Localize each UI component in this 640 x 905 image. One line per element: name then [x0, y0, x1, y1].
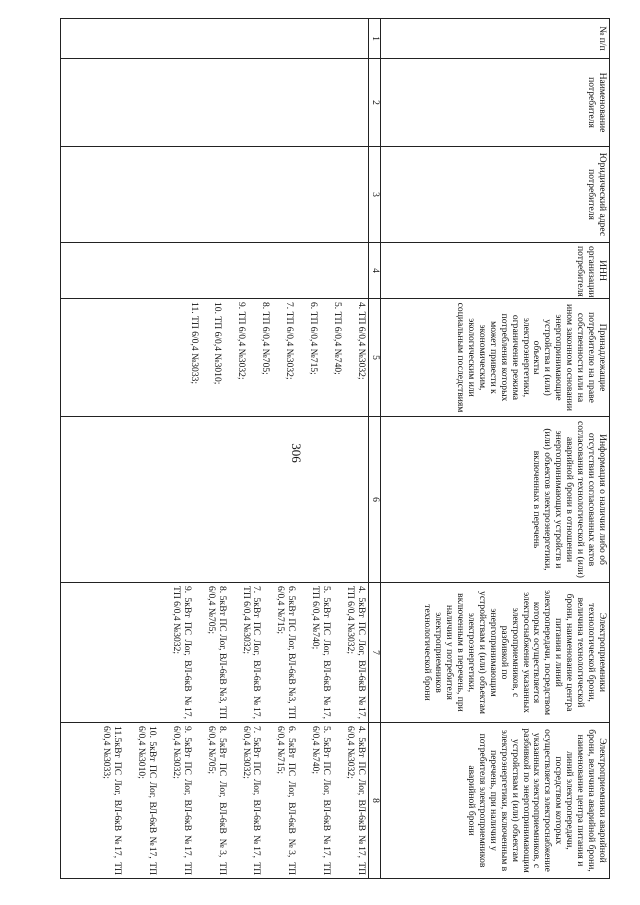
header-cell-1: № п/п: [381, 19, 610, 59]
header-cell-6: Информация о наличии либо об отсутствии согласованных актов согласования технологической и (или) аварийной брони в отношении энергопринимающих устройств и (или) объектов электроэнергетики, включенных в перечень: [381, 417, 610, 583]
column-number: 4: [369, 243, 381, 299]
list-item: 7. ТП 6/0,4 №3032;: [284, 302, 296, 380]
column-number: 1: [369, 19, 381, 59]
list-item: 9. 5кВт ПС Лог, ВЛ-6кВ №17, ТП 6/0,4 №3032;: [170, 586, 193, 719]
cell-devices: [61, 299, 369, 417]
cell-emergency-reserve: [61, 723, 369, 879]
cell-index: [61, 19, 369, 59]
list-item: 9. ТП 6/0,4 №3032;: [236, 302, 248, 380]
list-item: 7. 5кВт ПС Лог, ВЛ-6кВ №17, ТП 6/0,4 №3032;: [240, 726, 263, 875]
consumer-table: [60, 18, 610, 879]
list-item: 5. 5кВт ПС Лог, ВЛ-6кВ №17, ТП 6/0,4 №740;: [310, 726, 333, 875]
list-item: 5. 5кВт ПС Лог, ВЛ-6кВ №17, ТП 6/0,4 №740;: [310, 586, 333, 719]
list-item: 4. ТП 6/0,4 №3032;: [356, 302, 367, 380]
list-item: 6. 5кВт ПС Лог, ВЛ-6кВ №3, ТП 6/0,4 №715;: [275, 726, 298, 875]
column-number: 7: [369, 583, 381, 723]
header-cell-8: Электроприемники аварийной брони, величина аварийной брони, наименование центра питания и линий электропередачи, посредством которых осуществляется электроснабжение указанных электроприемников, с разбивкой по энергопринимающим устройствам и (или) объектам электроэнергетики, включенным в перечень, при наличии у потребителя электроприемников аварийной брони: [381, 723, 610, 879]
header-cell-5: Принадлежащие потребителю на праве собственности или на ином законном основании энергопринимающие устройства и (или) объекты электроэнергетики, ограничение режима потребления которых может привести к экономическим, экологическим или социальным последствиям: [381, 299, 610, 417]
header-cell-3: Юридический адрес потребителя: [381, 147, 610, 243]
column-number: 8: [369, 723, 381, 879]
list-item: 4. 5кВт ПС Лог, ВЛ-6кВ №17, ТП 6/0,4 №3032;: [345, 586, 367, 719]
column-number: 5: [369, 299, 381, 417]
cell-tech-reserve: [61, 583, 369, 723]
list-item: 4. 5кВт ПС Лог, ВЛ-6кВ №17, ТП 6/0,4 №3032;: [345, 726, 367, 875]
cell-legal-address: [61, 147, 369, 243]
header-cell-4: ИНН организации потребителя: [381, 243, 610, 299]
column-number: 3: [369, 147, 381, 243]
list-item: 9. 5кВт ПС Лог, ВЛ-6кВ №17, ТП 6/0,4 №3032;: [170, 726, 193, 875]
list-item: 11. ТП 6/0,4 №3033;: [188, 302, 200, 385]
table-row: [61, 19, 369, 879]
page-number: 306: [289, 443, 304, 463]
cell-consumer-name: [61, 59, 369, 147]
column-number: 6: [369, 417, 381, 583]
table-container: [60, 18, 610, 878]
list-item: 11.5кВт ПС Лог, ВЛ-6кВ №17, ТП 6/0,4 №3033;: [101, 726, 124, 875]
list-item: 8. 5кВт ПС Лог, ВЛ-6кВ №3, ТП 6/0,4 №705;: [205, 726, 228, 875]
list-item: 6. ТП 6/0,4 №715;: [308, 302, 320, 375]
header-cell-7: Электроприемники технологической брони, величина технологической брони, наименование центра питания и линий электропередачи, посредством которых осуществляется электроснабжение указанных электроприемников, с разбивкой по энергопринимающим устройствам и (или) объектам электроэнергетики, включенным в перечень, при наличии у потребителя электроприемников технологической брони: [381, 583, 610, 723]
header-row: [381, 19, 610, 879]
list-item: 6. 5кВт ПС Лог, ВЛ-6кВ №3, ТП 6/0,4 №715;: [275, 586, 298, 719]
column-number: 2: [369, 59, 381, 147]
list-item: 7. 5кВт ПС Лог, ВЛ-6кВ №17, ТП 6/0,4 №3032;: [240, 586, 263, 719]
column-number-row: [369, 19, 381, 879]
list-item: 8. 5кВт ПС Лог, ВЛ-6кВ №3, ТП 6/0,4 №705;: [205, 586, 228, 719]
list-item: 8. ТП 6/0,4 №705;: [260, 302, 272, 375]
list-item: 5. ТП 6/0,4 №740;: [332, 302, 344, 375]
list-item: 10. 5кВт ПС Лог, ВЛ-6кВ №17, ТП 6/0,4 №3010;: [136, 726, 158, 875]
list-item: 10. ТП 6/0,4 №3010;: [212, 302, 224, 385]
cell-inn: [61, 243, 369, 299]
rotated-table-layer: [60, 18, 610, 878]
cell-acts-info: [61, 417, 369, 583]
header-cell-2: Наименование потребителя: [381, 59, 610, 147]
